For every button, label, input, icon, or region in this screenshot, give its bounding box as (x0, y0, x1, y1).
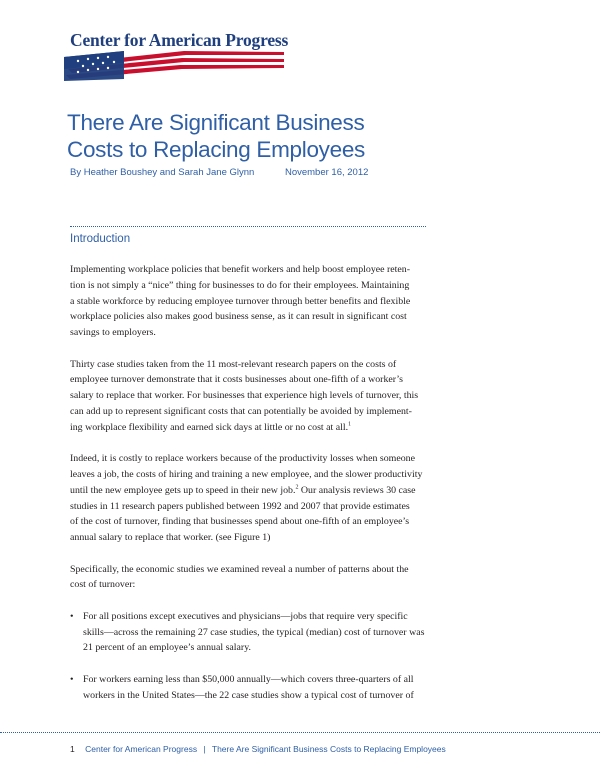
article-body (70, 262, 432, 719)
paragraph (70, 451, 432, 546)
text-line: cost of turnover: (70, 579, 136, 591)
paragraph (70, 562, 432, 594)
org-logo-text: Center for American Progress (70, 30, 289, 50)
text-line: Specifically, the economic studies we examined reveal a number of patterns about the (70, 563, 409, 575)
title-line-2: Costs to Replacing Employees (67, 137, 365, 162)
page-number: 1 (70, 744, 75, 754)
text-line: leaves a job, the costs of hiring and training a new employee, and the slower productivity (70, 468, 423, 480)
text-line: workers in the United States—the 22 case studies show a typical cost of turnover of (83, 689, 414, 701)
text-line: skills—across the remaining 27 case studies, the typical (median) cost of turnover was (83, 626, 425, 638)
page-title (67, 109, 365, 163)
text-line: Indeed, it is costly to replace workers because of the productivity losses when someone (70, 453, 415, 465)
text-line: employee turnover demonstrate that it costs businesses about one-fifth of a worker’s (70, 374, 404, 386)
footer-divider (0, 732, 600, 733)
text-line: Implementing workplace policies that benefit workers and help boost employee reten- (70, 264, 411, 275)
paragraph (70, 357, 432, 436)
footer-separator: | (203, 744, 206, 754)
text-line: • For all positions except executives and physicians—jobs that require very specific (83, 610, 408, 622)
footer-doc-title: There Are Significant Business Costs to Replacing Employees (211, 744, 446, 754)
footnote-ref[interactable]: 1 (348, 421, 352, 428)
flag-swoosh-logo (64, 49, 284, 81)
list-item (70, 672, 432, 704)
list-item (70, 609, 432, 656)
text-segment: ing workplace flexibility and earned sick days at little or no cost at all. (70, 421, 349, 433)
title-line-1: There Are Significant Business (67, 110, 365, 135)
text-line: tion is not simply a “nice” thing for businesses to do for their employees. Maintaining (70, 279, 410, 291)
byline (70, 167, 368, 178)
footnote-ref[interactable]: 2 (295, 484, 299, 491)
text-line: can add up to represent significant costs that can potentially be avoided by implement- (70, 405, 412, 417)
authors: By Heather Boushey and Sarah Jane Glynn (70, 167, 255, 178)
text-line (70, 420, 432, 436)
text-line: Thirty case studies taken from the 11 most-relevant research papers on the costs of (70, 358, 397, 370)
section-heading: Introduction (70, 233, 131, 245)
text-line: • For workers earning less than $50,000 annually—which covers three-quarters of all (83, 673, 414, 685)
page-footer (70, 744, 446, 754)
paragraph (70, 262, 432, 341)
findings-list (70, 609, 432, 704)
text-segment: until the new employee gets up to speed in their new job. (70, 484, 296, 496)
footer-org: Center for American Progress (85, 744, 198, 754)
publish-date: November 16, 2012 (284, 167, 369, 178)
text-line: of the cost of turnover, finding that businesses spend about one-fifth of an employee’s (70, 516, 410, 528)
text-line: studies in 11 research papers published between 1992 and 2007 that provide estimates (70, 500, 410, 512)
text-line: 21 percent of an employee’s annual salary. (83, 642, 251, 654)
text-line: salary to replace that worker. For businesses that experience high levels of turnover, this (70, 390, 419, 402)
section-divider (70, 226, 426, 227)
text-line (70, 483, 432, 499)
text-segment: Our analysis reviews 30 case (298, 484, 416, 496)
text-line: a stable workforce by reducing employee turnover through better benefits and flexible (70, 295, 411, 307)
text-line: annual salary to replace that worker. (see Figure 1) (70, 532, 271, 544)
text-line: savings to employers. (70, 327, 156, 339)
text-line: workplace policies also makes good business sense, as it can result in significant cost (70, 311, 407, 323)
